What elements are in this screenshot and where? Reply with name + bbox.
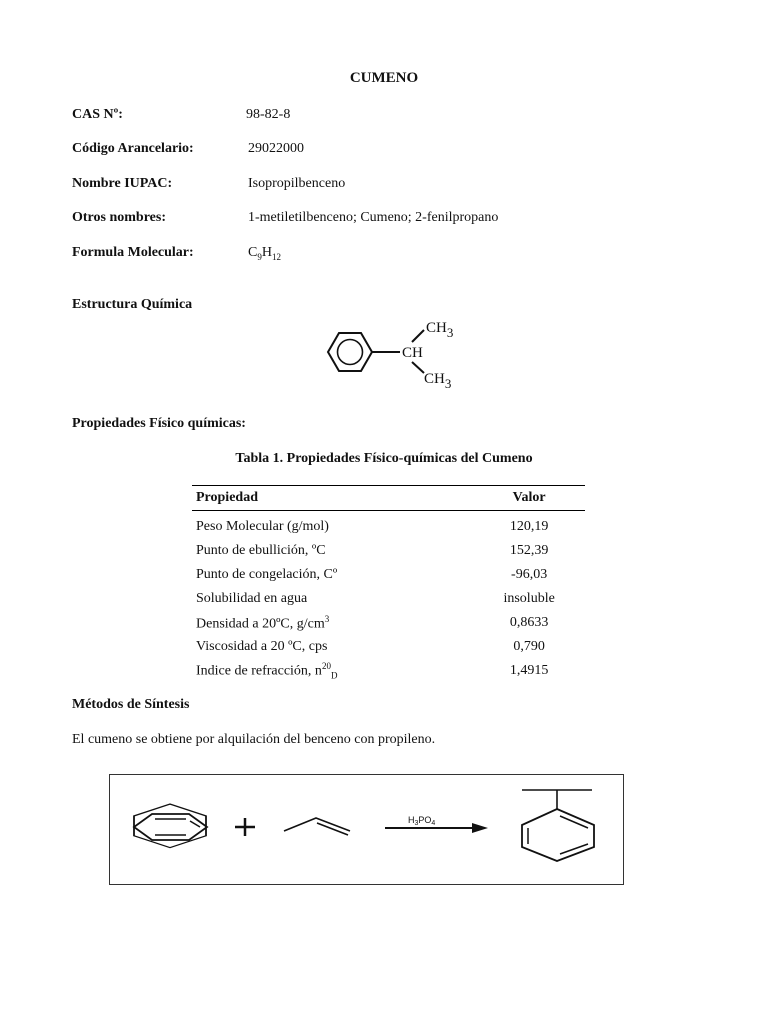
table-row: Viscosidad a 20 ºC, cps 0,790 (196, 639, 545, 654)
benzene-ring-icon (134, 814, 207, 840)
ch3-bottom-label: CH3 (424, 371, 452, 391)
table-row: Solubilidad en agua insoluble (196, 591, 555, 606)
catalyst-label: $H_3PO_4$ (408, 815, 436, 827)
propiedades-heading: Propiedades Físico químicas: (72, 416, 246, 431)
table-row: Densidad a 20ºC, $g/cm^3$ 0,8633 (196, 613, 549, 632)
ch3-top-label: CH3 (426, 320, 454, 340)
table-row: Peso Molecular (g/mol) 120,19 (196, 519, 549, 534)
sintesis-heading: Métodos de Síntesis (72, 697, 190, 712)
formula-label: Formula Molecular: (72, 245, 194, 260)
sintesis-text: El cumeno se obtiene por alquilación del benceno con propileno. (72, 732, 436, 747)
estructura-heading: Estructura Química (72, 297, 193, 312)
reaction-svg (110, 775, 623, 884)
formula-value: $C_9H_{12}$ (248, 245, 281, 262)
ch-label: CH (402, 345, 423, 361)
codigo-value: 29022000 (248, 141, 304, 156)
table-header-row (192, 486, 585, 511)
benzene-icon (134, 804, 206, 848)
cumene-product-icon (522, 790, 594, 861)
iupac-label: Nombre IUPAC: (72, 176, 173, 191)
properties-table (192, 485, 585, 683)
reaction-diagram (109, 774, 624, 885)
iupac-value: Isopropilbenceno (248, 176, 346, 191)
page-title: CUMENO (349, 70, 419, 86)
table-row: Punto de congelación, Cº -96,03 (196, 567, 548, 582)
codigo-label: Código Arancelario: (72, 141, 194, 156)
cumene-structure (320, 312, 470, 396)
header-valor: Valor (473, 486, 585, 511)
table-row: Punto de ebullición, ºC 152,39 (196, 543, 549, 558)
cas-value: 98-82-8 (246, 107, 291, 122)
otros-label: Otros nombres: (72, 210, 166, 225)
header-propiedad: Propiedad (192, 486, 473, 511)
propylene-icon (284, 818, 350, 831)
table-caption: Tabla 1. Propiedades Físico-químicas del Cumeno (235, 451, 533, 466)
table-row: Indice de refracción, $n^{20}_D$ 1,4915 (196, 661, 549, 681)
cas-label: CAS Nº: (72, 107, 123, 122)
otros-value: 1-metiletilbenceno; Cumeno; 2-fenilpropano (248, 210, 499, 225)
